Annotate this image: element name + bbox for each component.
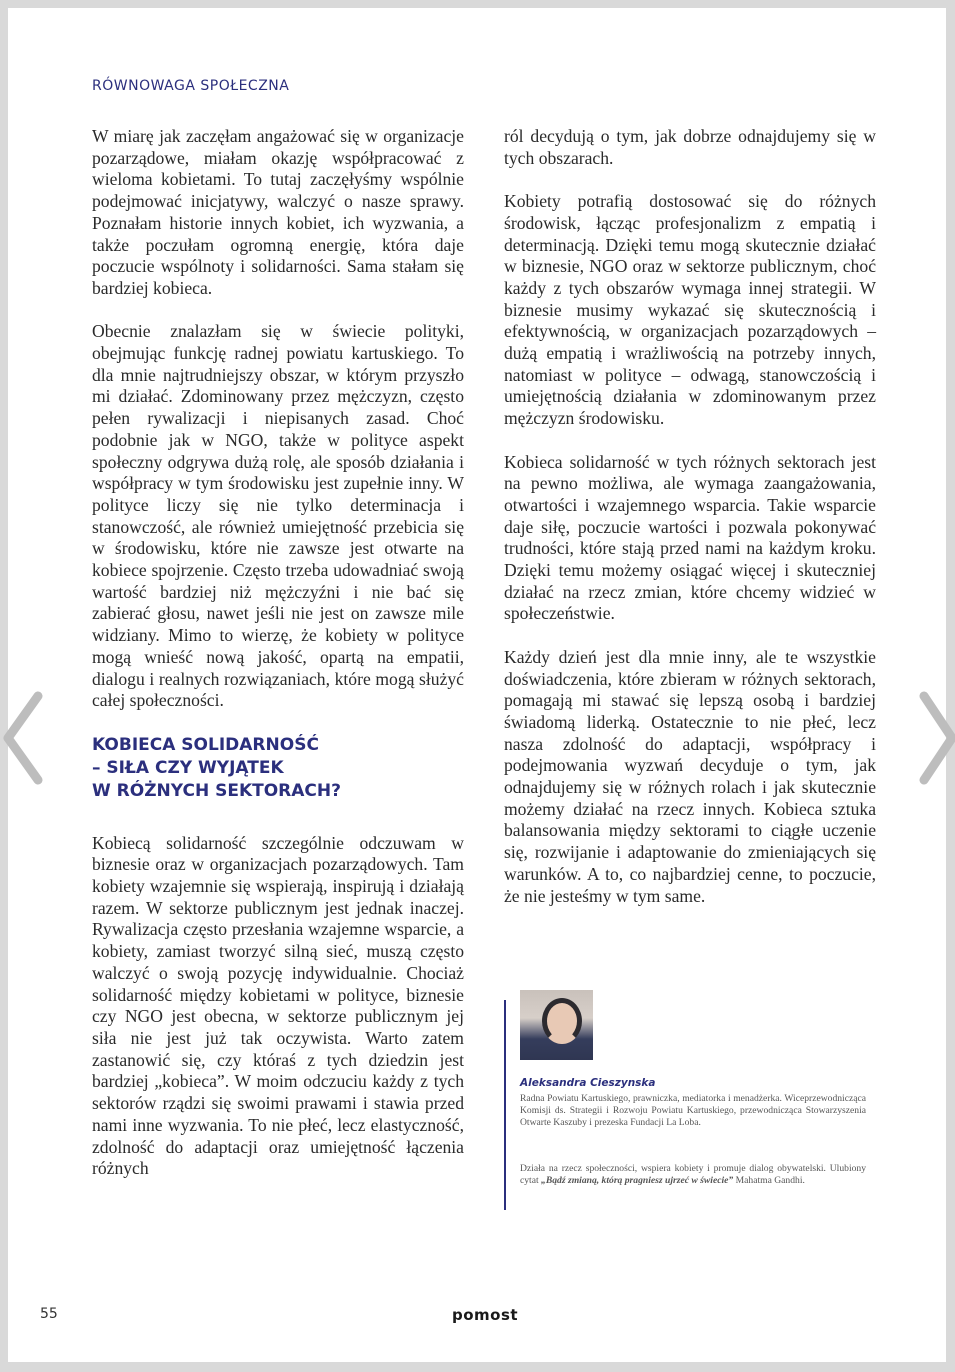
paragraph: W miarę jak zaczęłam angażować się w organizacje pozarządowe, miałam okazję współpracować z wieloma kobietami. To tutaj zaczęłyśmy wspólnie podejmować inicjatywy, walczyć o nasze sprawy. Poznałam historie innych kobiet, ich wyzwania, a także poczułam ogromną energię, która daje poczucie wspólnoty i solidarności. Sama stałam się bardziej kobieca. — [92, 126, 464, 298]
author-description — [520, 1163, 866, 1187]
right-column — [504, 126, 876, 929]
author-quote: „Bądź zmianą, którą pragniesz ujrzeć w świecie” — [541, 1175, 734, 1186]
paragraph: Kobieca solidarność w tych różnych sektorach jest na pewno możliwa, ale wymaga zaangażowania, otwartości i wzajemnego wsparcia. Takie wsparcie daje siłę, poczucie wartości i pozwala pokonywać trudności, które stają przed nami na każdym kroku. Dzięki temu możemy osiągać więcej i skuteczniej działać na rzecz zmian, które chcemy widzieć w społeczeństwie. — [504, 451, 876, 624]
paragraph: Kobiety potrafią dostosować się do różnych środowisk, łącząc profesjonalizm z empatią i determinacją. Dzięki temu mogą skutecznie działać w biznesie, NGO oraz w sektorze publicznym, choć każdy z tych obszarów wymaga innej strategii. W biznesie musimy wykazać się skutecznością i efektywnością, w organizacjach pozarządowych – dużą empatią i wrażliwością na potrzeby innych, natomiast w polityce – odwagą, stanowczością i umiejętnością działania w zdominowanym przez mężczyzn środowisku. — [504, 191, 876, 429]
left-column — [92, 126, 464, 1202]
author-bio — [504, 1000, 878, 1210]
brand-logo: pomost — [452, 1306, 519, 1324]
chevron-right-icon[interactable] — [914, 690, 955, 786]
paragraph: Każdy dzień jest dla mnie inny, ale te wszystkie doświadczenia, które zbieram w różnych sektorach, pomagają mi stawać się lepszą osobą i bardziej świadomą liderką. Ostatecznie to nie płeć, lecz nasza zdolność do adaptacji, współpracy i podejmowania wyzwań decyduje o tym, jak odnajdujemy się w różnych rolach i jak skutecznie możemy działać na rzecz innych. Kobieca sztuka balansowania między sektorami to ciągłe uczenie się, rozwijanie i adaptowanie do zmieniających się warunków. A to, co najbardziej cenne, to poczucie, że nie jesteśmy w tym same. — [504, 646, 876, 906]
section-heading: KOBIECA SOLIDARNOŚĆ – SIŁA CZY WYJĄTEK W RÓŻNYCH SEKTORACH? — [92, 734, 341, 801]
paragraph: Kobiecą solidarność szczególnie odczuwam w biznesie oraz w organizacjach pozarządowych. Tam kobiety wzajemnie się wspierają, inspirują i działają razem. W sektorze publicznym jest jednak inaczej. Rywalizacja często przesłania wzajemne wsparcie, a kobiety, zamiast tworzyć silną sieć, muszą często walczyć o swoją pozycję indywidualnie. Chociaż solidarność między kobietami w polityce, biznesie czy NGO jest obecna, w sektorze publicznym jej siła nie jest już tak oczywista. Warto zatem zastanowić się, czy któraś z tych dziedzin jest bardziej „kobieca”. W moim odczuciu każdy z tych sektorów rządzi się swoimi prawami i stawia przed nami inne wyzwania. To nie płeć, lecz elastyczność, zdolność do adaptacji oraz umiejętność łączenia różnych — [92, 832, 464, 1179]
paragraph: Obecnie znalazłam się w świecie polityki, obejmując funkcję radnej powiatu kartuskiego. To dla mnie najtrudniejszy obszar, w którym przyszło mi działać. Zdominowany przez mężczyzn, często pełen rywalizacji i niepisanych zasad. Choć podobnie jak w NGO, także w polityce aspekt społeczny odgrywa dużą rolę, ale sposób działania i współpracy w tym środowisku jest zupełnie inny. W polityce liczy się nie tylko determinacja i stanowczość, ale również umiejętność przebicia się w środowisku, które nie zawsze jest otwarte na kobiece spojrzenie. Często trzeba udowadniać swoją wartość bardziej niż mężczyźni i nie bać się zabierać głosu, nawet jeśli nie jest on zawsze mile widziany. Mimo to wierzę, że kobiety w polityce mogą wnieść nową jakość, opartą na empatii, dialogu i realnych rozwiązaniach, które mogą służyć całej społeczności. — [92, 321, 464, 711]
author-photo — [520, 990, 593, 1060]
page-number: 55 — [40, 1306, 58, 1322]
author-description-text: Działa na rzecz społeczności, wspiera kobiety i promuje dialog obywatelski. Ulubiony cytat — [520, 1163, 866, 1186]
section-label: RÓWNOWAGA SPOŁECZNA — [92, 78, 290, 94]
paragraph: ról decydują o tym, jak dobrze odnajdujemy się w tych obszarach. — [504, 126, 876, 168]
chevron-left-icon[interactable] — [0, 690, 46, 786]
author-name: Aleksandra Cieszynska — [520, 1077, 656, 1089]
author-quote-source: Mahatma Gandhi. — [733, 1175, 805, 1186]
author-role: Radna Powiatu Kartuskiego, prawniczka, mediatorka i menadżerka. Wiceprzewodnicząca Komisji ds. Strategii i Rozwoju Powiatu Kartuskiego, przewodnicząca Stowarzyszenia Otwarte Kaszuby i prezeska Fundacji La Loba. — [520, 1093, 866, 1128]
